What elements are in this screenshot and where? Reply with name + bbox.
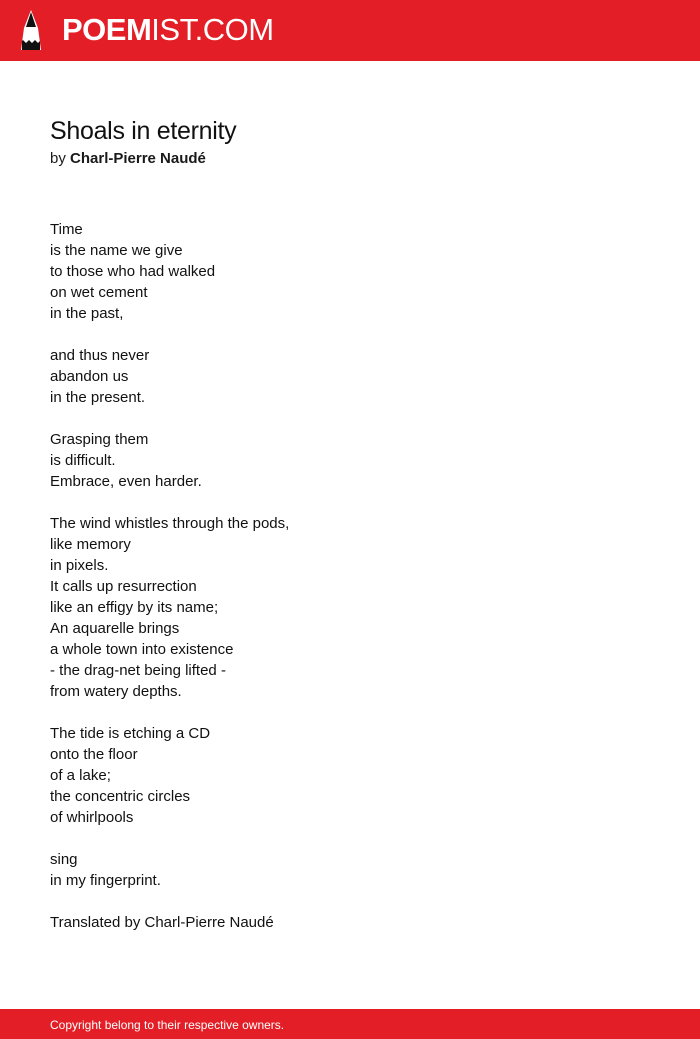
poem-line: Embrace, even harder. <box>50 473 202 490</box>
stanza-break <box>50 492 289 513</box>
stanza-break <box>50 828 289 849</box>
poem-line: of whirlpools <box>50 809 134 826</box>
poem-line: a whole town into existence <box>50 641 234 658</box>
stanza-break <box>50 324 289 345</box>
poem-line: The wind whistles through the pods, <box>50 515 290 532</box>
poem-line: Grasping them <box>50 431 149 448</box>
poem-line: It calls up resurrection <box>50 578 197 595</box>
pen-nib-icon <box>19 10 43 51</box>
poem-title: Shoals in eternity <box>50 117 237 145</box>
author-name: Charl-Pierre Naudé <box>70 150 206 167</box>
poem-line: to those who had walked <box>50 263 216 280</box>
copyright-text: Copyright belong to their respective owners. <box>50 1018 285 1032</box>
poem-line: on wet cement <box>50 284 148 301</box>
site-logo[interactable] <box>62 12 274 48</box>
stanza-break <box>50 702 289 723</box>
poem-line: from watery depths. <box>50 683 182 700</box>
poem-line: is the name we give <box>50 242 183 259</box>
poem-line: Translated by Charl-Pierre Naudé <box>50 914 274 931</box>
stanza-break <box>50 408 289 429</box>
poem-line: in my fingerprint. <box>50 872 161 889</box>
poem-line: abandon us <box>50 368 129 385</box>
header-bar <box>0 0 700 61</box>
poem-line: onto the floor <box>50 746 138 763</box>
byline <box>50 149 206 169</box>
poem-line: the concentric circles <box>50 788 191 805</box>
poem-line: is difficult. <box>50 452 116 469</box>
logo-text-light: IST.COM <box>151 12 274 47</box>
poem-line: in the present. <box>50 389 146 406</box>
poem-line: Time <box>50 221 83 238</box>
logo-text-bold: POEM <box>62 12 152 47</box>
poem-line: like memory <box>50 536 131 553</box>
poem-line: - the drag-net being lifted - <box>50 662 226 679</box>
stanza-break <box>50 891 289 912</box>
poem-line: An aquarelle brings <box>50 620 180 637</box>
poem-line: The tide is etching a CD <box>50 725 211 742</box>
poem-line: like an effigy by its name; <box>50 599 219 616</box>
footer-bar <box>0 1009 700 1039</box>
poem-line: in pixels. <box>50 557 109 574</box>
poem-line: of a lake; <box>50 767 111 784</box>
poem-line: in the past, <box>50 305 124 322</box>
poem-body <box>50 219 289 933</box>
byline-prefix: by <box>50 150 66 167</box>
poem-line: sing <box>50 851 78 868</box>
poem-line: and thus never <box>50 347 150 364</box>
